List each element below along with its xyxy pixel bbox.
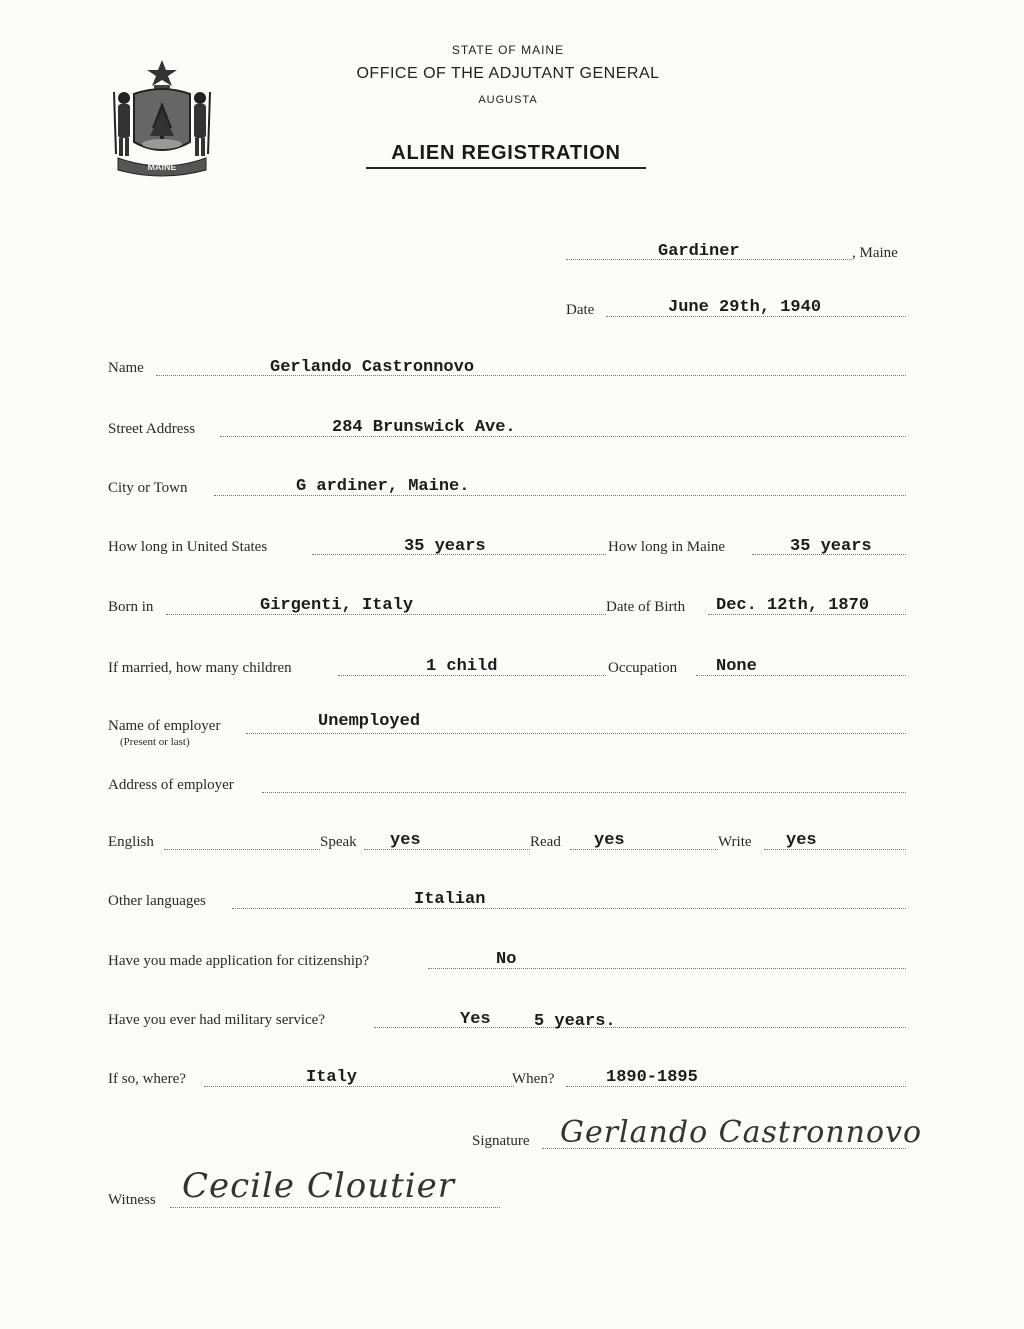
citizenship-label: Have you made application for citizenship? [108, 953, 370, 969]
when-value: 1890-1895 [606, 1068, 698, 1087]
header-office: OFFICE OF THE ADJUTANT GENERAL [356, 65, 660, 82]
street-line [220, 436, 906, 437]
witness-line [170, 1207, 500, 1208]
employer-sublabel: (Present or last) [120, 736, 190, 748]
date-label: Date [566, 302, 595, 318]
form-title: ALIEN REGISTRATION [366, 142, 646, 169]
employer-label: Name of employer [108, 718, 221, 734]
city-value: G ardiner, Maine. [296, 477, 470, 496]
military-value: Yes [460, 1010, 491, 1029]
military-label: Have you ever had military service? [108, 1012, 325, 1028]
english-line [164, 849, 320, 850]
name-label: Name [108, 360, 144, 376]
witness-label: Witness [108, 1192, 156, 1208]
born-in-label: Born in [108, 599, 154, 615]
speak-value: yes [390, 831, 421, 850]
read-label: Read [530, 834, 561, 850]
occupation-label: Occupation [608, 660, 678, 676]
maine-duration-value: 35 years [790, 537, 872, 556]
street-label: Street Address [108, 421, 196, 437]
signature-value: Gerlando Castronnovo [560, 1115, 923, 1150]
english-label: English [108, 834, 154, 850]
where-line [204, 1086, 514, 1087]
other-languages-label: Other languages [108, 893, 206, 909]
city-label: City or Town [108, 480, 188, 496]
where-value: Italy [306, 1068, 358, 1087]
us-duration-label: How long in United States [108, 539, 268, 555]
witness-value: Cecile Cloutier [182, 1166, 456, 1206]
header-state: STATE OF MAINE [451, 43, 565, 57]
born-in-value: Girgenti, Italy [260, 596, 414, 615]
read-line [570, 849, 718, 850]
location-suffix: , Maine [852, 245, 898, 261]
us-duration-value: 35 years [404, 537, 486, 556]
date-value: June 29th, 1940 [668, 298, 822, 317]
write-value: yes [786, 831, 817, 850]
children-value: 1 child [426, 657, 498, 676]
citizenship-value: No [496, 950, 517, 969]
location-value: Gardiner [658, 242, 740, 261]
other-languages-value: Italian [414, 890, 486, 909]
when-label: When? [512, 1071, 555, 1087]
dob-label: Date of Birth [606, 599, 686, 615]
write-label: Write [718, 834, 752, 850]
other-languages-line [232, 908, 906, 909]
name-line [156, 375, 906, 376]
military-line [374, 1027, 906, 1028]
speak-line [364, 849, 530, 850]
read-value: yes [594, 831, 625, 850]
military-duration: 5 years. [534, 1012, 616, 1031]
street-value: 284 Brunswick Ave. [332, 418, 516, 437]
occupation-value: None [716, 657, 757, 676]
employer-line [246, 733, 906, 734]
employer-address-label: Address of employer [108, 777, 234, 793]
speak-label: Speak [320, 834, 357, 850]
seal-scroll-text: MAINE [147, 162, 177, 172]
signature-label: Signature [472, 1133, 530, 1149]
header-city: AUGUSTA [478, 94, 538, 106]
employer-address-line [262, 792, 906, 793]
employer-value: Unemployed [318, 712, 421, 731]
where-label: If so, where? [108, 1071, 186, 1087]
children-label: If married, how many children [108, 660, 292, 676]
dob-value: Dec. 12th, 1870 [716, 596, 870, 615]
maine-duration-label: How long in Maine [608, 539, 726, 555]
name-value: Gerlando Castronnovo [270, 358, 475, 377]
